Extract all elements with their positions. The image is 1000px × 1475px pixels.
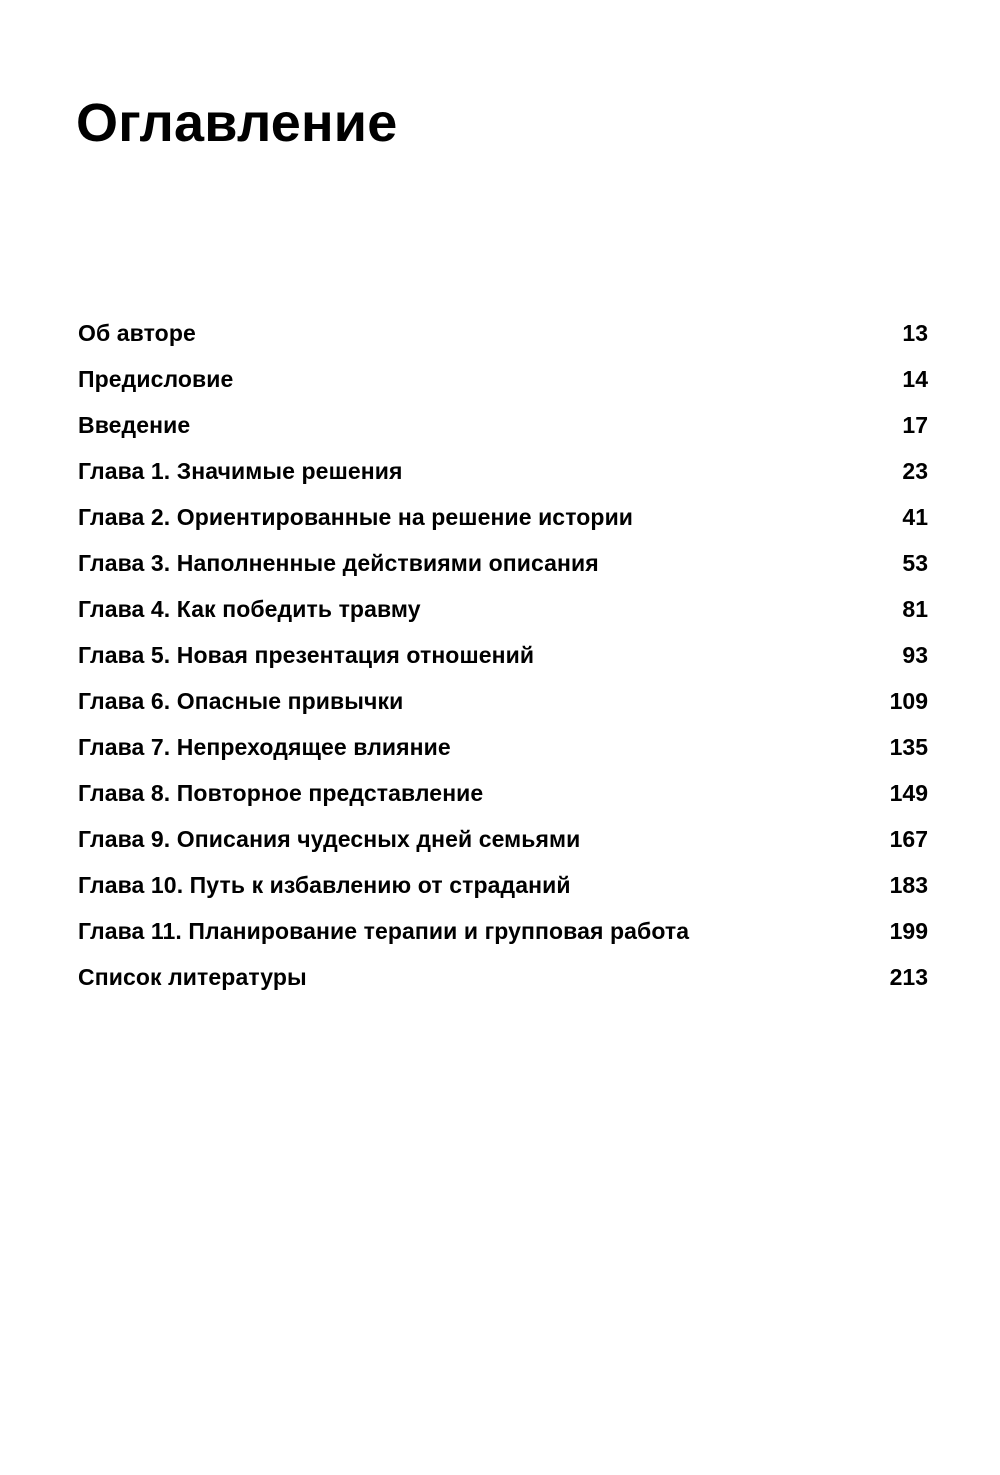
- toc-entry: [78, 402, 928, 448]
- toc-entry: [78, 816, 928, 862]
- toc-entry-title: Список литературы: [78, 963, 307, 990]
- toc-entry-page-number: 23: [902, 457, 928, 484]
- toc-entry: [78, 356, 928, 402]
- toc-entry-page-number: 199: [889, 917, 928, 944]
- toc-entry-title: Глава 7. Непреходящее влияние: [78, 733, 451, 760]
- toc-entry-title: Глава 6. Опасные привычки: [78, 687, 404, 714]
- toc-entry: [78, 494, 928, 540]
- toc-entry: [78, 586, 928, 632]
- toc-entry-page-number: 213: [889, 963, 928, 990]
- toc-entry-page-number: 149: [889, 779, 928, 806]
- toc-entry: [78, 770, 928, 816]
- toc-entry-title: Введение: [78, 411, 191, 438]
- toc-entry-page-number: 109: [889, 687, 928, 714]
- page-title: Оглавление: [76, 93, 398, 153]
- toc-entry-page-number: 81: [902, 595, 928, 622]
- toc-entry-title: Глава 3. Наполненные действиями описания: [78, 549, 599, 576]
- toc-entry-page-number: 135: [889, 733, 928, 760]
- toc-entry-page-number: 183: [889, 871, 928, 898]
- toc-list: [78, 310, 928, 1000]
- toc-entry-title: Предисловие: [78, 365, 234, 392]
- toc-entry: [78, 310, 928, 356]
- toc-entry: [78, 954, 928, 1000]
- toc-entry: [78, 540, 928, 586]
- toc-entry-page-number: 93: [902, 641, 928, 668]
- toc-entry-title: Глава 2. Ориентированные на решение истории: [78, 503, 634, 530]
- toc-entry: [78, 678, 928, 724]
- toc-entry-title: Глава 5. Новая презентация отношений: [78, 641, 535, 668]
- toc-entry-page-number: 167: [889, 825, 928, 852]
- toc-entry: [78, 724, 928, 770]
- toc-entry-title: Глава 8. Повторное представление: [78, 779, 484, 806]
- toc-entry-title: Глава 1. Значимые решения: [78, 457, 403, 484]
- toc-entry-page-number: 41: [902, 503, 928, 530]
- toc-entry: [78, 862, 928, 908]
- toc-entry-title: Глава 11. Планирование терапии и групповая работа: [78, 917, 690, 944]
- toc-entry-title: Глава 9. Описания чудесных дней семьями: [78, 825, 581, 852]
- toc-entry-title: Глава 10. Путь к избавлению от страданий: [78, 871, 571, 898]
- toc-entry-page-number: 13: [902, 319, 928, 346]
- toc-entry: [78, 448, 928, 494]
- toc-entry: [78, 632, 928, 678]
- toc-entry-page-number: 53: [902, 549, 928, 576]
- toc-entry-page-number: 14: [902, 365, 928, 392]
- toc-entry: [78, 908, 928, 954]
- toc-entry-page-number: 17: [902, 411, 928, 438]
- toc-entry-title: Об авторе: [78, 319, 196, 346]
- toc-entry-title: Глава 4. Как победить травму: [78, 595, 421, 622]
